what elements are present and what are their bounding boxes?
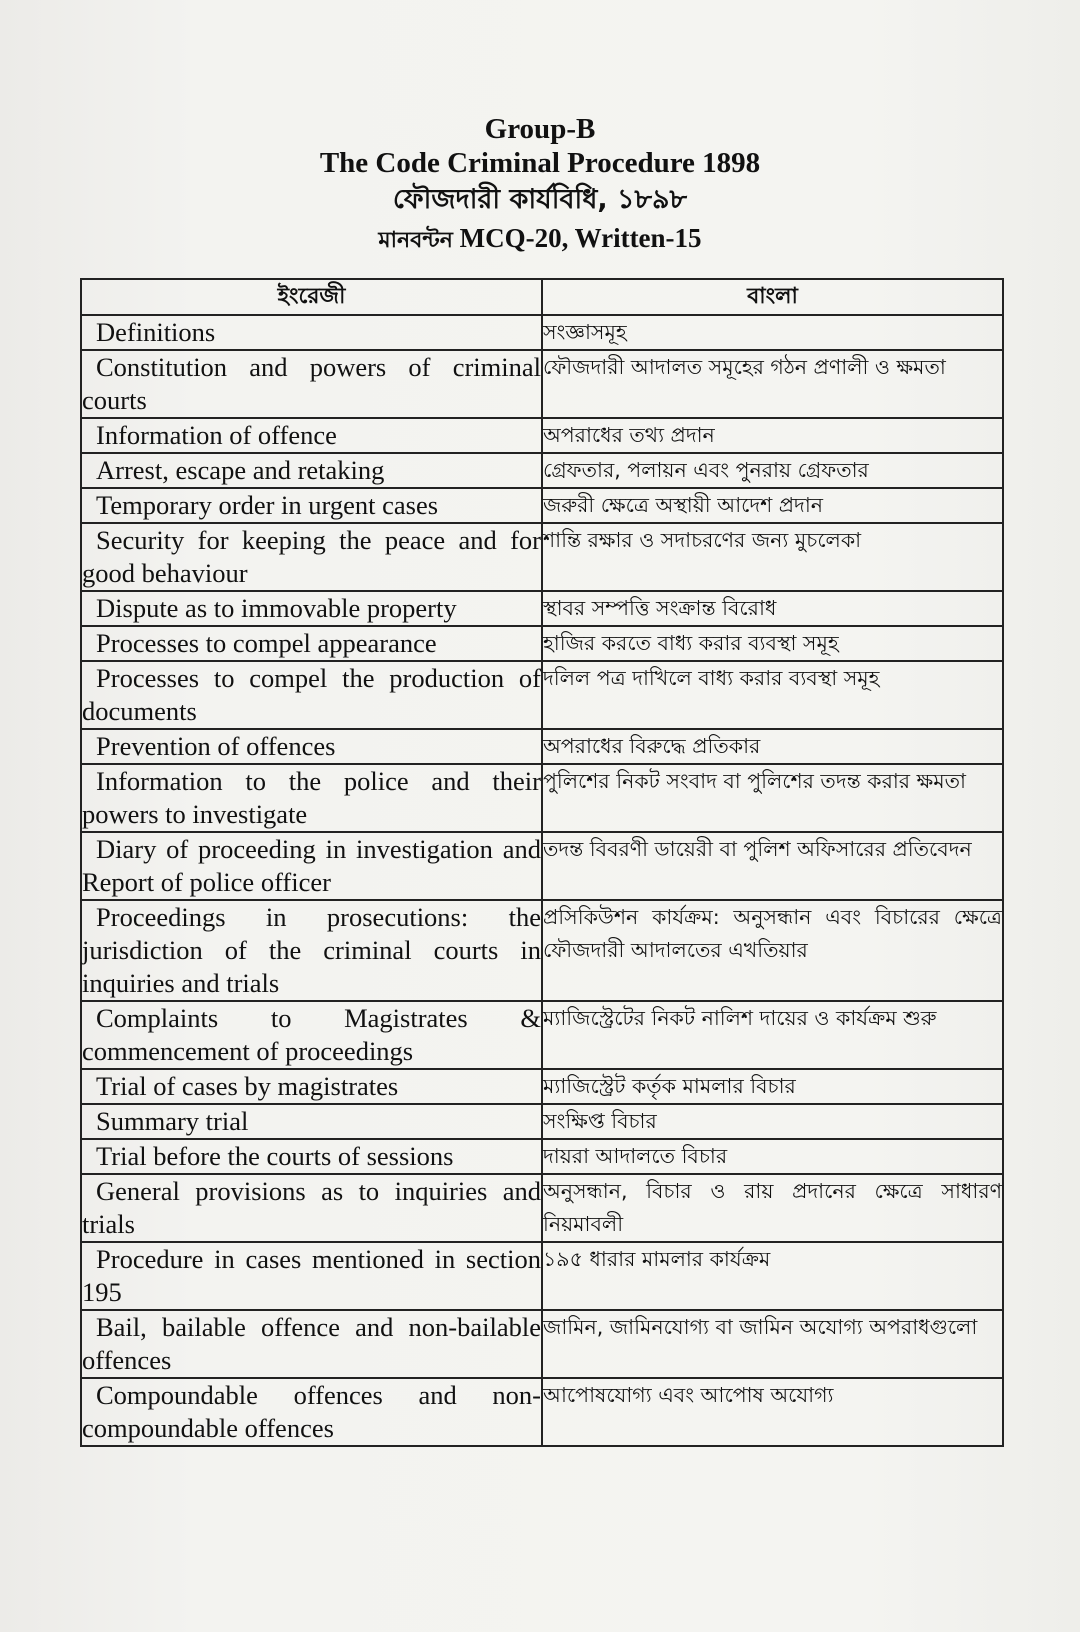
table-row <box>81 900 1003 1001</box>
marks-prefix: মানবন্টন <box>378 228 453 253</box>
term-bangla: সংক্ষিপ্ত বিচার <box>542 1104 1003 1139</box>
table-row <box>81 1001 1003 1069</box>
term-english-text: Prevention of offences <box>96 731 336 761</box>
term-english-text: Dispute as to immovable property <box>96 593 457 623</box>
term-english-text: Security for keeping the peace and for good behaviour <box>82 525 541 588</box>
group-title: Group-B <box>484 113 596 145</box>
term-english-text: General provisions as to inquiries and trials <box>82 1176 541 1239</box>
term-english <box>81 729 542 764</box>
term-english <box>81 626 542 661</box>
term-english-text: Trial of cases by magistrates <box>96 1071 399 1101</box>
term-bangla: সংজ্ঞাসমূহ <box>542 315 1003 350</box>
term-bangla: শান্তি রক্ষার ও সদাচরণের জন্য মুচলেকা <box>542 523 1003 591</box>
term-english-text: Procedure in cases mentioned in section 195 <box>82 1244 541 1307</box>
table-row <box>81 626 1003 661</box>
table-row <box>81 315 1003 350</box>
table-row <box>81 488 1003 523</box>
table-header-row <box>81 279 1003 315</box>
table-body <box>81 315 1003 1446</box>
term-english <box>81 488 542 523</box>
term-bangla: অপরাধের বিরুদ্ধে প্রতিকার <box>542 729 1003 764</box>
term-english-text: Processes to compel the production of documents <box>82 663 541 726</box>
term-english-text: Compoundable offences and non-compoundable offences <box>82 1380 541 1443</box>
term-english <box>81 523 542 591</box>
term-bangla: দায়রা আদালতে বিচার <box>542 1139 1003 1174</box>
term-bangla: দলিল পত্র দাখিলে বাধ্য করার ব্যবস্থা সমূহ <box>542 661 1003 729</box>
term-english-text: Complaints to Magistrates & commencement of proceedings <box>82 1003 541 1066</box>
table-row <box>81 729 1003 764</box>
term-bangla: স্থাবর সম্পত্তি সংক্রান্ত বিরোধ <box>542 591 1003 626</box>
term-english <box>81 1378 542 1446</box>
table-row <box>81 1378 1003 1446</box>
table-row <box>81 1310 1003 1378</box>
act-title-english: The Code Criminal Procedure 1898 <box>319 147 761 179</box>
term-english <box>81 453 542 488</box>
term-bangla: ম্যাজিস্ট্রেট কর্তৃক মামলার বিচার <box>542 1069 1003 1104</box>
table-row <box>81 764 1003 832</box>
term-english <box>81 418 542 453</box>
term-english-text: Information of offence <box>96 420 337 450</box>
table-row <box>81 591 1003 626</box>
term-english <box>81 661 542 729</box>
table-row <box>81 832 1003 900</box>
table-row <box>81 453 1003 488</box>
term-english <box>81 1174 542 1242</box>
table-row <box>81 661 1003 729</box>
act-title-bangla: ফৌজদারী কার্যবিধি, ১৮৯৮ <box>392 184 688 215</box>
term-english <box>81 1104 542 1139</box>
column-header-bangla: বাংলা <box>542 279 1003 315</box>
column-header-english: ইংরেজী <box>81 279 542 315</box>
term-bangla: গ্রেফতার, পলায়ন এবং পুনরায় গ্রেফতার <box>542 453 1003 488</box>
term-english-text: Arrest, escape and retaking <box>96 455 385 485</box>
term-english-text: Definitions <box>96 317 216 347</box>
table-row <box>81 1104 1003 1139</box>
table-row <box>81 1174 1003 1242</box>
term-english-text: Processes to compel appearance <box>96 628 437 658</box>
term-english <box>81 900 542 1001</box>
term-english <box>81 764 542 832</box>
term-bangla: ফৌজদারী আদালত সমূহের গঠন প্রণালী ও ক্ষমতা <box>542 350 1003 418</box>
term-bangla: আপোষযোগ্য এবং আপোষ অযোগ্য <box>542 1378 1003 1446</box>
term-english-text: Information to the police and their powers to investigate <box>82 766 541 829</box>
term-english-text: Diary of proceeding in investigation and Report of police officer <box>82 834 541 897</box>
term-bangla: ১৯৫ ধারার মামলার কার্যক্রম <box>542 1242 1003 1310</box>
term-english-text: Constitution and powers of criminal courts <box>82 352 541 415</box>
table-row <box>81 1069 1003 1104</box>
section-header <box>78 112 1002 259</box>
term-bangla: পুলিশের নিকট সংবাদ বা পুলিশের তদন্ত করার ক্ষমতা <box>542 764 1003 832</box>
term-english-text: Summary trial <box>96 1106 249 1136</box>
term-english <box>81 1310 542 1378</box>
term-bangla: জামিন, জামিনযোগ্য বা জামিন অযোগ্য অপরাধগুলো <box>542 1310 1003 1378</box>
term-english-text: Proceedings in prosecutions: the jurisdiction of the criminal courts in inquiries and trials <box>82 902 541 998</box>
term-english <box>81 1139 542 1174</box>
term-bangla: জরুরী ক্ষেত্রে অস্থায়ী আদেশ প্রদান <box>542 488 1003 523</box>
table-row <box>81 1242 1003 1310</box>
term-bangla: প্রসিকিউশন কার্যক্রম: অনুসন্ধান এবং বিচারের ক্ষেত্রে ফৌজদারী আদালতের এখতিয়ার <box>542 900 1003 1001</box>
term-bangla: হাজির করতে বাধ্য করার ব্যবস্থা সমূহ <box>542 626 1003 661</box>
term-bangla: অপরাধের তথ্য প্রদান <box>542 418 1003 453</box>
term-english-text: Temporary order in urgent cases <box>96 490 439 520</box>
term-bangla: তদন্ত বিবরণী ডায়েরী বা পুলিশ অফিসারের প্রতিবেদন <box>542 832 1003 900</box>
term-english <box>81 1069 542 1104</box>
table-row <box>81 350 1003 418</box>
term-english-text: Bail, bailable offence and non-bailable offences <box>82 1312 541 1375</box>
term-english-text: Trial before the courts of sessions <box>96 1141 454 1171</box>
term-english <box>81 1242 542 1310</box>
marks-value: MCQ-20, Written-15 <box>459 223 702 253</box>
term-english <box>81 591 542 626</box>
terms-table <box>80 278 1004 1447</box>
term-english <box>81 315 542 350</box>
term-english <box>81 350 542 418</box>
term-english <box>81 1001 542 1069</box>
table-row <box>81 1139 1003 1174</box>
table-row <box>81 418 1003 453</box>
term-bangla: ম্যাজিস্ট্রেটের নিকট নালিশ দায়ের ও কার্যক্রম শুরু <box>542 1001 1003 1069</box>
term-english <box>81 832 542 900</box>
marks-distribution <box>78 220 1002 259</box>
table-row <box>81 523 1003 591</box>
term-bangla: অনুসন্ধান, বিচার ও রায় প্রদানের ক্ষেত্রে সাধারণ নিয়মাবলী <box>542 1174 1003 1242</box>
